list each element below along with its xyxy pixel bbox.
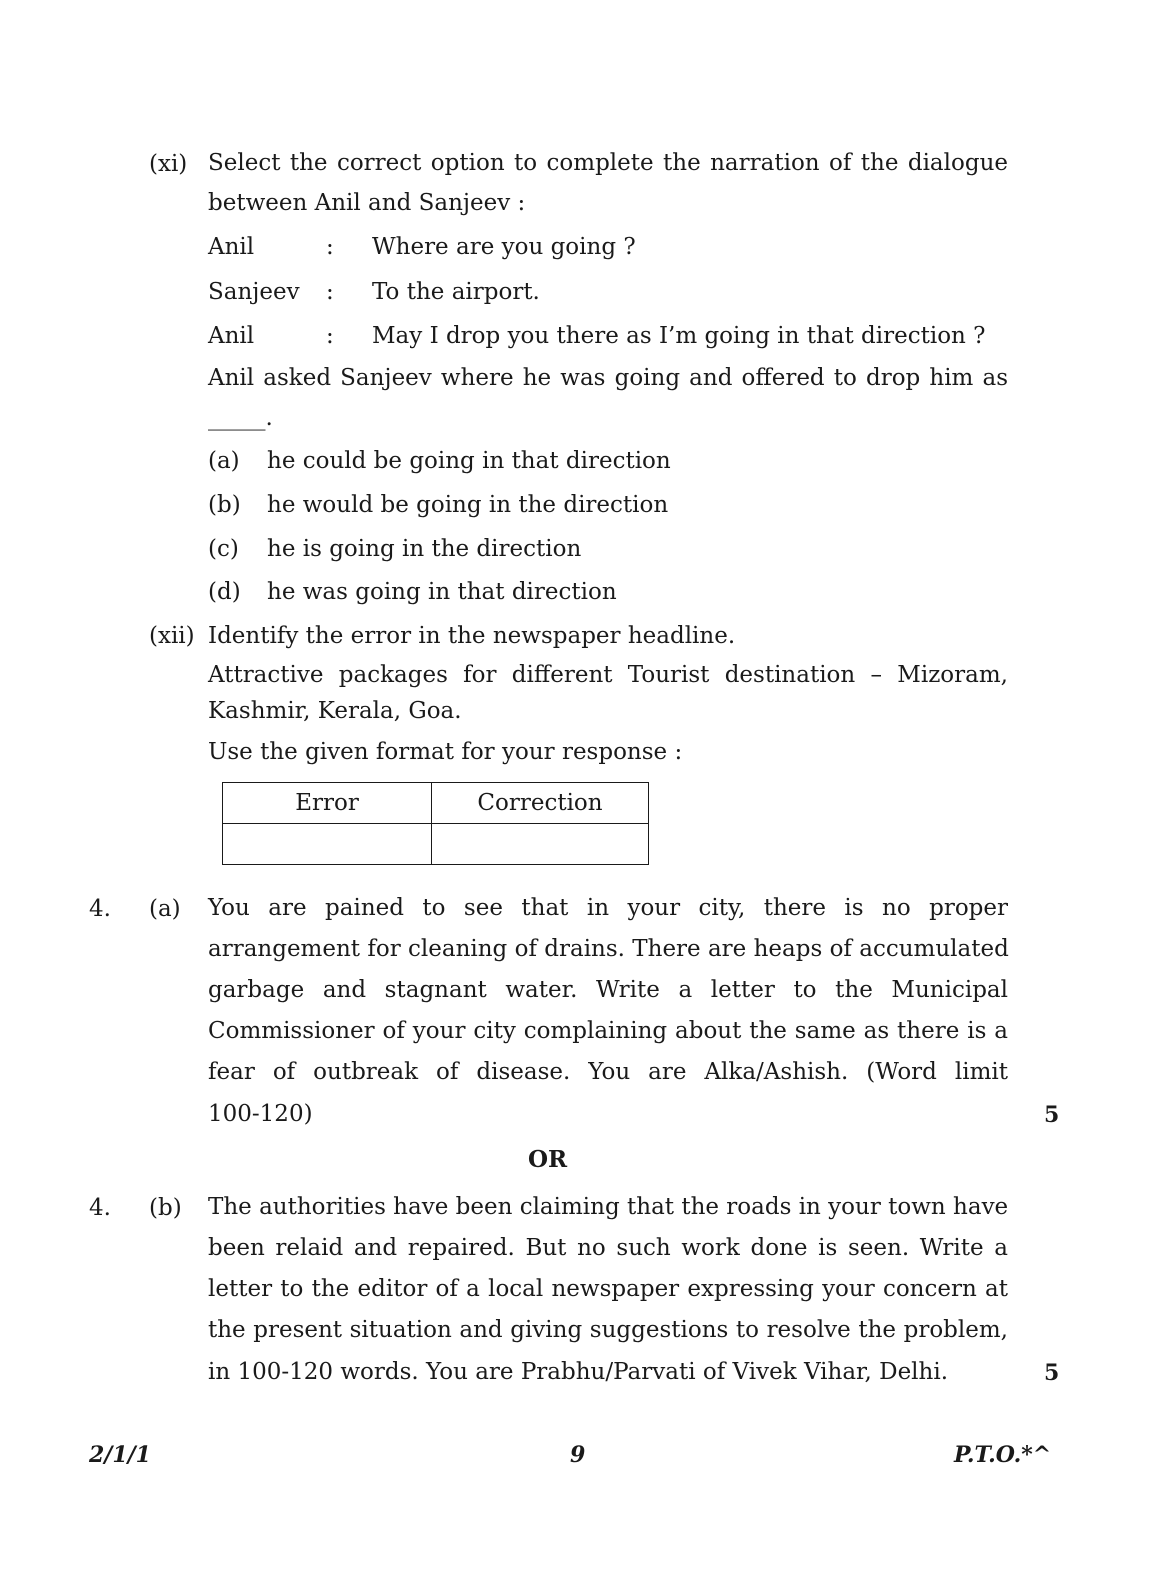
table-cell-correction [432,824,649,865]
response-format-table [222,782,649,865]
question-4b-line: been relaid and repaired. But no such work done is seen. Write a [208,1235,1008,1261]
option-text: he is going in the direction [267,536,582,562]
question-xi-stem-blank: _____. [208,405,273,431]
option-text: he could be going in that direction [267,448,671,474]
dialogue-speaker: Anil [208,323,255,349]
headline-line-2: Kashmir, Kerala, Goa. [208,698,462,724]
question-4b-line: letter to the editor of a local newspaper expressing your concern at [208,1276,1008,1302]
option-label: (a) [208,448,240,474]
headline-line-1: Attractive packages for different Tourist destination – Mizoram, [208,662,1008,688]
option-text: he would be going in the direction [267,492,669,518]
table-header-error: Error [223,783,432,824]
marks-4a: 5 [1044,1102,1060,1128]
table-cell-error [223,824,432,865]
question-number-xi: (xi) [149,151,188,177]
question-xi-line-1: Select the correct option to complete the narration of the dialogue [208,150,1008,176]
page-number: 9 [570,1442,586,1468]
option-label: (b) [208,492,241,518]
or-separator: OR [528,1146,568,1173]
format-note: Use the given format for your response : [208,739,683,765]
question-4a-line: fear of outbreak of disease. You are Alka/Ashish. (Word limit [208,1059,1008,1085]
question-4a-label: (a) [149,896,181,922]
dialogue-speaker: Anil [208,234,255,260]
paper-code: 2/1/1 [89,1442,151,1468]
question-4b-line: The authorities have been claiming that the roads in your town have [208,1194,1009,1220]
dialogue-text: To the airport. [372,279,540,305]
table-header-correction: Correction [432,783,649,824]
dialogue-colon: : [326,234,334,260]
question-4b-line: the present situation and giving suggestions to resolve the problem, [208,1317,1008,1343]
question-number-4a: 4. [89,896,111,922]
question-4b-line: in 100-120 words. You are Prabhu/Parvati of Vivek Vihar, Delhi. [208,1359,949,1385]
question-4a-line: Commissioner of your city complaining about the same as there is a [208,1018,1008,1044]
question-4a-line: garbage and stagnant water. Write a letter to the Municipal [208,977,1008,1003]
dialogue-speaker: Sanjeev [208,279,300,305]
dialogue-text: May I drop you there as I’m going in that direction ? [372,323,986,349]
marks-4b: 5 [1044,1360,1060,1386]
option-text: he was going in that direction [267,579,617,605]
question-4b-label: (b) [149,1195,182,1221]
question-number-4b: 4. [89,1195,111,1221]
option-label: (c) [208,536,239,562]
question-4a-line: arrangement for cleaning of drains. There are heaps of accumulated [208,936,1009,962]
question-xi-stem-line-1: Anil asked Sanjeev where he was going and offered to drop him as [208,365,1008,391]
question-4a-line: You are pained to see that in your city, there is no proper [208,895,1008,921]
question-number-xii: (xii) [149,623,195,649]
question-xii-line-1: Identify the error in the newspaper headline. [208,623,736,649]
dialogue-colon: : [326,279,334,305]
option-label: (d) [208,579,241,605]
dialogue-colon: : [326,323,334,349]
dialogue-text: Where are you going ? [372,234,636,260]
question-xi-line-2: between Anil and Sanjeev : [208,190,526,216]
question-4a-line: 100-120) [208,1101,313,1127]
pto-marker: P.T.O.*^ [954,1442,1052,1468]
